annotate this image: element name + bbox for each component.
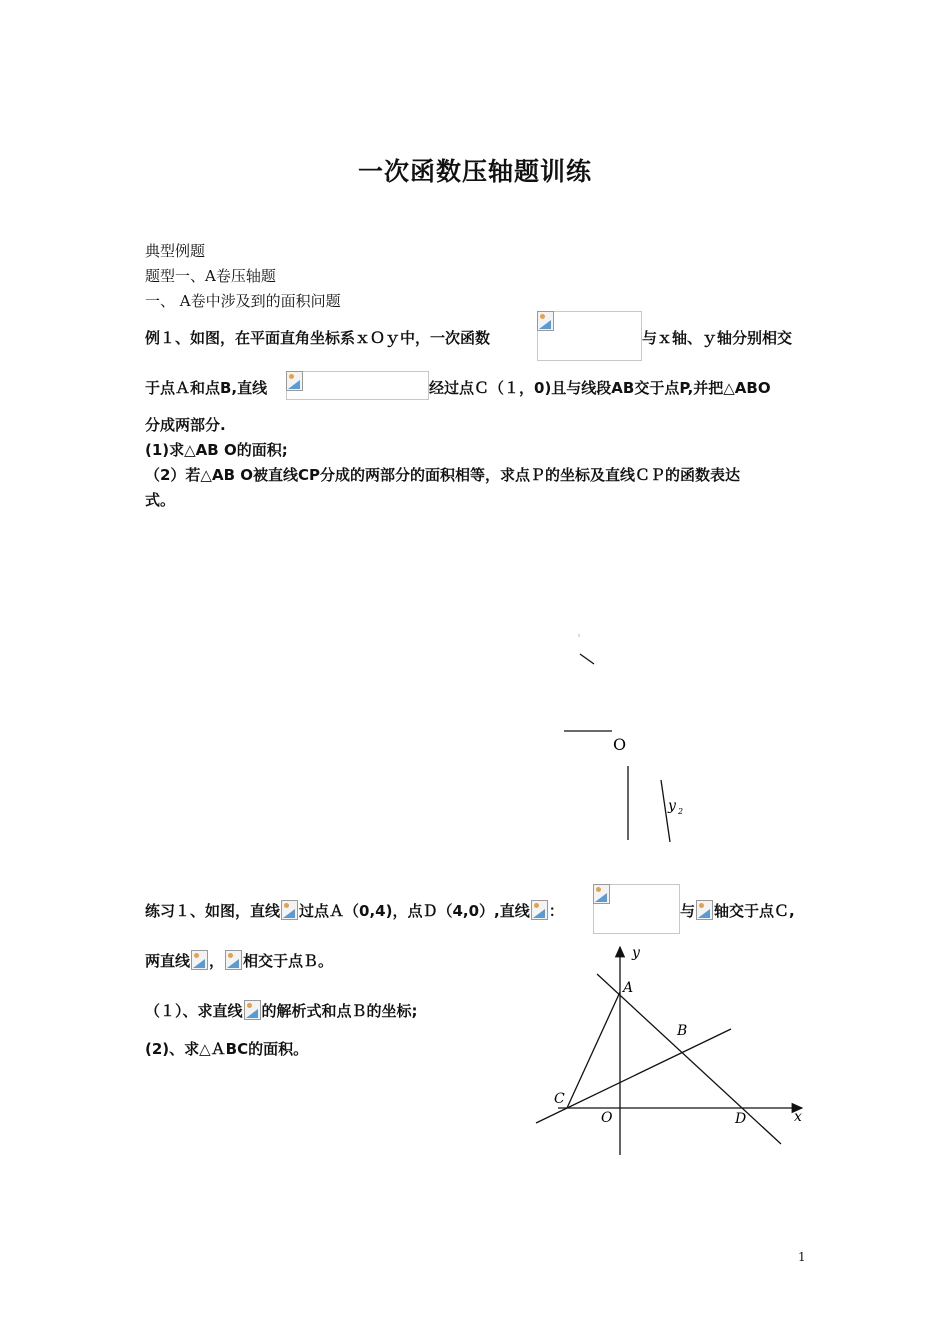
figure2-line-CB — [536, 1029, 731, 1123]
figure2-x-label: x — [794, 1109, 802, 1125]
figure1-y2-subscript: 2 — [678, 807, 684, 816]
broken-image-icon — [225, 950, 242, 970]
example1-line2-end: 经过点Ｃ（１，0)且与线段AB交于点P,并把△ABO — [429, 379, 771, 397]
practice1-text-d: 与 — [680, 902, 696, 920]
section-label: 典型例题 — [145, 242, 206, 260]
example1-line3: 分成两部分. — [145, 416, 226, 434]
broken-image-icon — [191, 950, 208, 970]
practice1-text-b: 过点Ａ（0,4)，点Ｄ（4,0）,直线 — [299, 902, 530, 920]
practice1-line1-end — [680, 900, 795, 921]
broken-image-icon — [537, 311, 554, 331]
practice1-line2-c: 相交于点Ｂ。 — [243, 952, 334, 970]
figure1-y2-label: y — [668, 798, 676, 814]
page-number: 1 — [798, 1250, 806, 1264]
figure2-label-C: C — [554, 1091, 565, 1107]
practice1-line1 — [145, 900, 564, 921]
figure2-label-B: B — [677, 1023, 688, 1039]
example1-question2-cont: 式。 — [145, 491, 176, 509]
practice1-line2-a: 两直线 — [145, 952, 191, 970]
figure2-label-O: O — [601, 1110, 613, 1126]
example1-question2: （2）若△AB O被直线CP分成的两部分的面积相等，求点Ｐ的坐标及直线ＣＰ的函数表达 — [145, 466, 740, 484]
figure2-line-AD — [597, 974, 781, 1144]
example1-question1: (1)求△AB O的面积; — [145, 441, 288, 459]
practice1-text-a: 练习１、如图，直线 — [145, 902, 281, 920]
broken-image-icon — [286, 371, 303, 391]
figure2-label-D: D — [735, 1111, 747, 1127]
example1-line2-start: 于点Ａ和点B,直线 — [145, 379, 268, 397]
practice1-text-c: ： — [548, 902, 564, 920]
practice1-line2-b: ， — [209, 952, 225, 970]
figure1-diagram — [540, 620, 720, 850]
figure1-origin-label: O — [613, 735, 627, 754]
figure2-diagram — [530, 940, 810, 1160]
figure2-y-label: y — [632, 945, 640, 961]
broken-image-icon — [531, 900, 548, 920]
formula-image-placeholder — [286, 371, 429, 400]
figure1-line-fragment — [580, 654, 594, 664]
practice1-q1-a: （１）、求直线 — [145, 1002, 243, 1020]
broken-image-icon — [696, 900, 713, 920]
page-title: 一次函数压轴题训练 — [357, 157, 592, 186]
practice1-q1-b: 的解析式和点Ｂ的坐标; — [261, 1002, 418, 1020]
example1-line1-start: 例１、如图，在平面直角坐标系ｘＯｙ中，一次函数 — [145, 329, 491, 347]
figure2-segment-CA — [567, 992, 620, 1108]
type-label: 题型一、A卷压轴题 — [145, 267, 276, 285]
topic-label: 一、 A卷中涉及到的面积问题 — [145, 292, 341, 310]
practice1-question2: (2)、求△ＡBC的面积。 — [145, 1040, 309, 1058]
broken-image-icon — [281, 900, 298, 920]
broken-image-icon — [244, 1000, 261, 1020]
practice1-question1 — [145, 1000, 418, 1021]
example1-line1-end: 与ｘ轴、ｙ轴分别相交 — [642, 329, 793, 347]
broken-image-icon — [593, 884, 610, 904]
figure2-label-A: A — [623, 980, 634, 996]
practice1-line2 — [145, 950, 333, 971]
practice1-text-e: 轴交于点Ｃ, — [714, 902, 795, 920]
